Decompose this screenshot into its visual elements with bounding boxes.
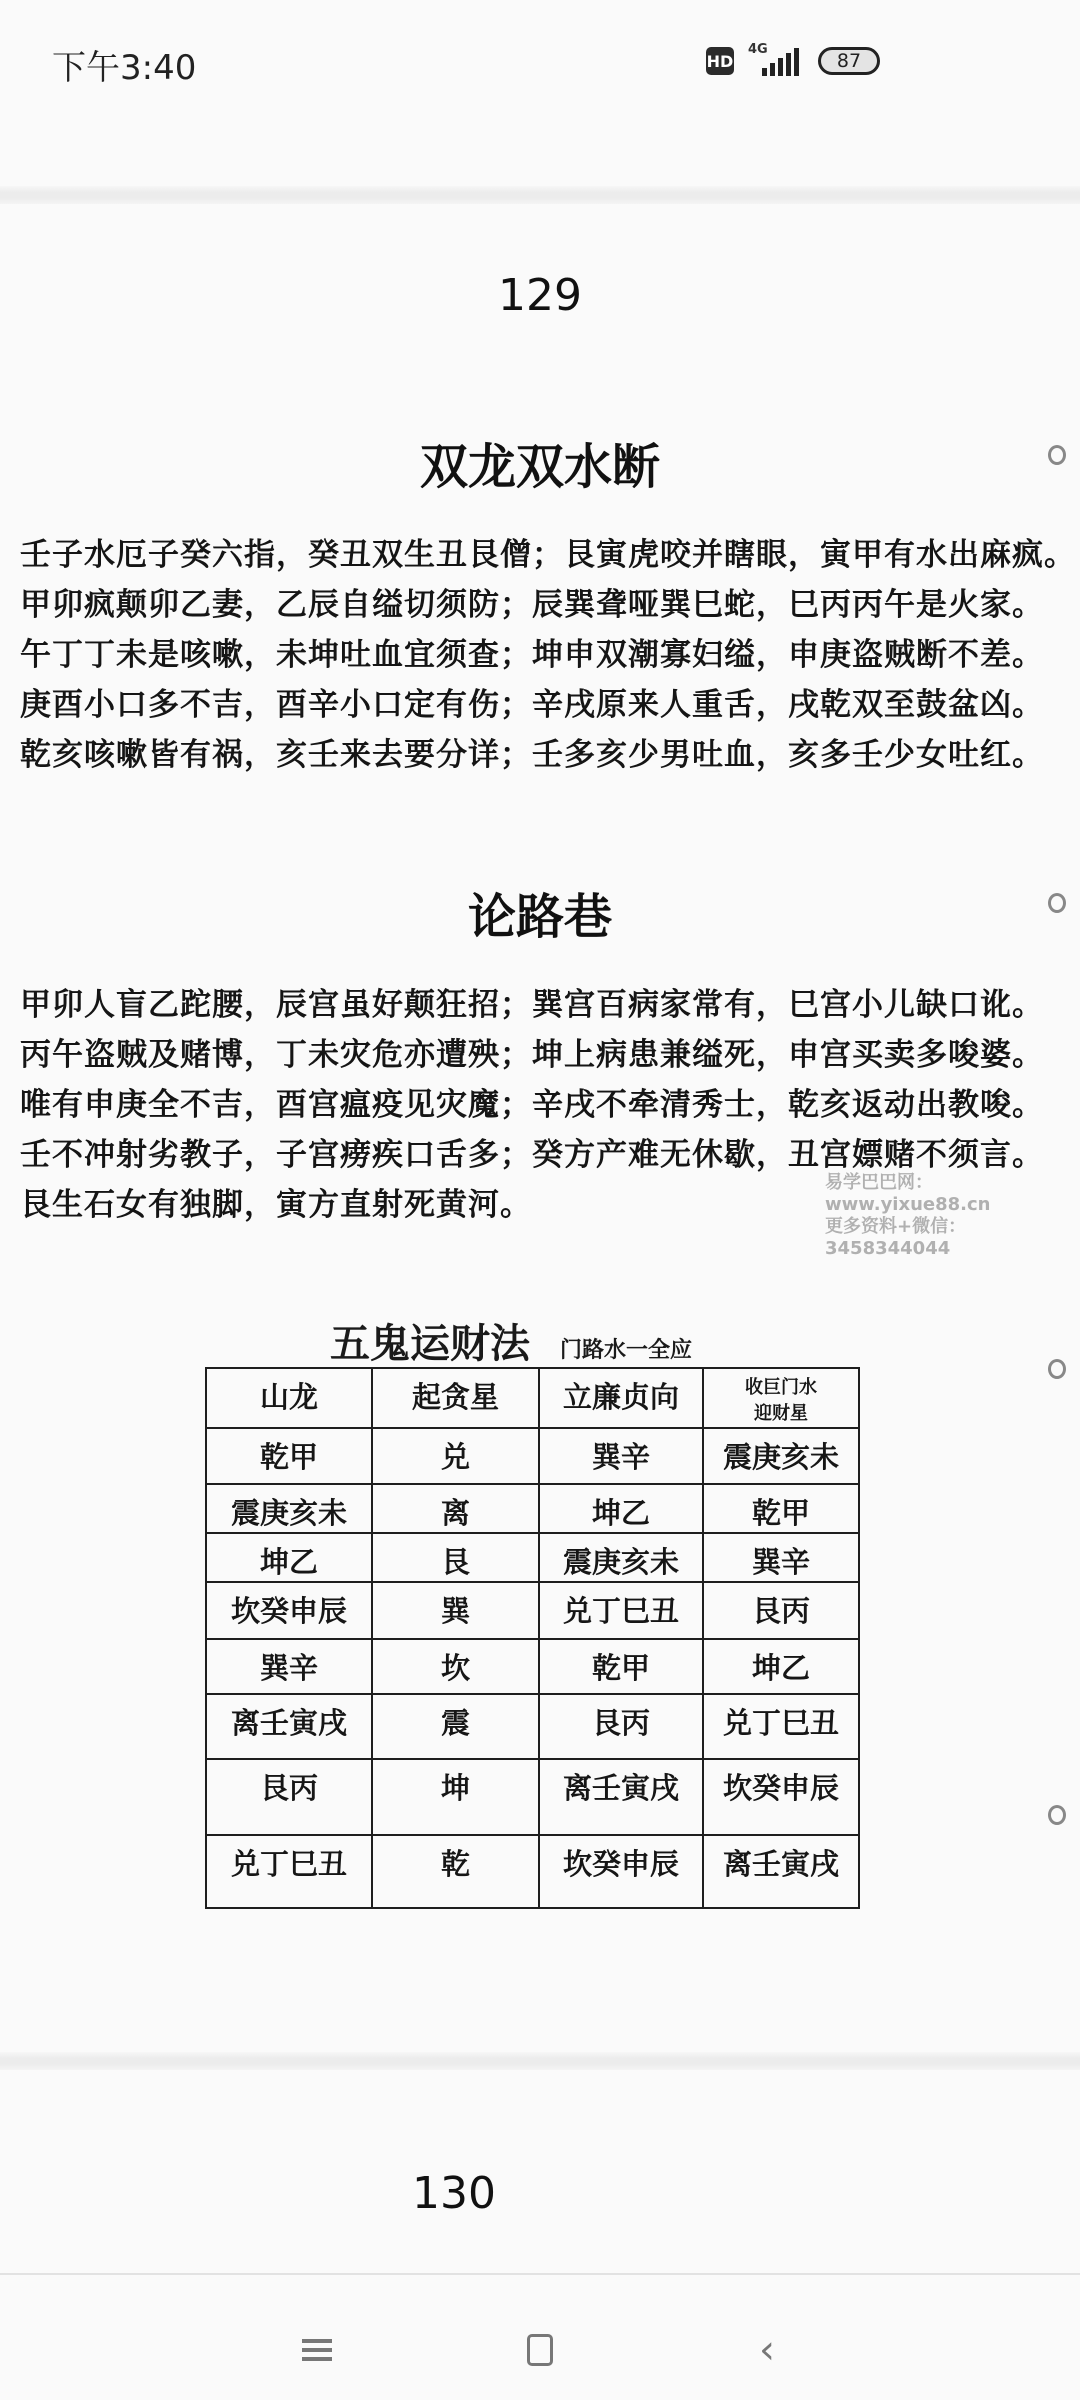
table-cell: 兑丁巳丑 <box>539 1582 703 1639</box>
table-cell: 乾甲 <box>206 1428 372 1484</box>
battery-level: 87 <box>836 50 862 72</box>
table-cell: 巽辛 <box>539 1428 703 1484</box>
watermark <box>825 1172 1080 1260</box>
section-body-shuanglong <box>20 530 1076 780</box>
table-title-main: 五鬼运财法 <box>330 1321 530 1367</box>
text-line: 丙午盗贼及赌博，丁未灾危亦遭殃；坤上病患兼缢死，申宫买卖多唆婆。 <box>20 1037 1044 1073</box>
binder-ring-icon <box>1048 893 1066 913</box>
wugui-table <box>205 1367 860 1909</box>
table-cell: 乾 <box>372 1835 539 1908</box>
table-cell: 巽辛 <box>703 1533 859 1582</box>
header-cell: 立廉贞向 <box>539 1368 703 1428</box>
text-line: 午丁丁未是咳嗽，未坤吐血宜须查；坤申双潮寡妇缢，申庚盗贼断不差。 <box>20 637 1044 673</box>
binder-ring-icon <box>1048 1805 1066 1825</box>
table-cell: 坤乙 <box>539 1484 703 1533</box>
table-cell: 震庚亥未 <box>703 1428 859 1484</box>
watermark-site: 易学巴巴网：www.yixue88.cn <box>825 1172 991 1215</box>
table-title <box>330 1312 692 1369</box>
text-line: 庚酉小口多不吉，酉辛小口定有伤；辛戌原来人重舌，戌乾双至鼓盆凶。 <box>20 687 1044 723</box>
section-heading-shuanglong: 双龙双水断 <box>419 439 660 495</box>
table-cell: 坤乙 <box>703 1639 859 1694</box>
table-cell: 兑 <box>372 1428 539 1484</box>
table-row <box>206 1694 859 1759</box>
table-cell: 坎癸申辰 <box>703 1759 859 1835</box>
battery-icon <box>818 47 880 75</box>
watermark-contact: 更多资料+微信：3458344044 <box>825 1216 967 1259</box>
table-cell: 艮丙 <box>703 1582 859 1639</box>
text-line: 甲卯人盲乙跎腰，辰宫虽好颠狂招；巽宫百病家常有，巳宫小儿缺口讹。 <box>20 987 1044 1023</box>
home-icon <box>527 2334 553 2366</box>
hd-voice-icon: HD <box>706 47 734 75</box>
table-cell: 离壬寅戌 <box>539 1759 703 1835</box>
back-icon: ‹ <box>759 2327 775 2373</box>
table-cell: 离壬寅戌 <box>703 1835 859 1908</box>
table-row <box>206 1835 859 1908</box>
cellular-signal-icon <box>748 42 804 76</box>
text-line: 乾亥咳嗽皆有祸，亥壬来去要分详；壬多亥少男吐血，亥多壬少女吐红。 <box>20 737 1044 773</box>
recent-apps-button[interactable] <box>277 2320 357 2380</box>
table-cell: 坎癸申辰 <box>539 1835 703 1908</box>
table-cell: 巽 <box>372 1582 539 1639</box>
table-header-row <box>206 1368 859 1428</box>
status-time: 下午3:40 <box>52 48 197 88</box>
text-line: 艮生石女有独脚，寅方直射死黄河。 <box>20 1187 532 1223</box>
page-separator <box>0 186 1080 204</box>
table-row <box>206 1759 859 1835</box>
header-cell: 起贪星 <box>372 1368 539 1428</box>
table-cell: 坤 <box>372 1759 539 1835</box>
table-row <box>206 1428 859 1484</box>
binder-ring-icon <box>1048 445 1066 465</box>
section-heading-lunluxiang: 论路巷 <box>467 889 612 945</box>
header-cell: 收巨门水 迎财星 <box>703 1368 859 1428</box>
table-cell: 艮丙 <box>206 1759 372 1835</box>
text-line: 唯有申庚全不吉，酉宫瘟疫见灾魔；辛戌不牵清秀士，乾亥返动出教唆。 <box>20 1087 1044 1123</box>
menu-icon <box>302 2334 332 2366</box>
table-cell: 巽辛 <box>206 1639 372 1694</box>
table-cell: 坎 <box>372 1639 539 1694</box>
table-cell: 震庚亥未 <box>206 1484 372 1533</box>
table-cell: 坤乙 <box>206 1533 372 1582</box>
table-cell: 坎癸申辰 <box>206 1582 372 1639</box>
table-row <box>206 1639 859 1694</box>
table-cell: 乾甲 <box>703 1484 859 1533</box>
table-row <box>206 1484 859 1533</box>
table-row <box>206 1582 859 1639</box>
table-cell: 震庚亥未 <box>539 1533 703 1582</box>
table-cell: 兑丁巳丑 <box>206 1835 372 1908</box>
table-cell: 乾甲 <box>539 1639 703 1694</box>
header-cell: 山龙 <box>206 1368 372 1428</box>
status-icons <box>706 42 880 76</box>
table-cell: 离 <box>372 1484 539 1533</box>
home-button[interactable] <box>500 2320 580 2380</box>
table-cell: 兑丁巳丑 <box>703 1694 859 1759</box>
text-line: 甲卯疯颠卯乙妻，乙辰自缢切须防；辰巽聋哑巽巳蛇，巳丙丙午是火家。 <box>20 587 1044 623</box>
table-subtitle: 门路水一全应 <box>560 1337 693 1363</box>
nav-bar-divider <box>0 2273 1080 2275</box>
page-number: 129 <box>498 270 582 321</box>
text-line: 壬子水厄子癸六指，癸丑双生丑艮僧；艮寅虎咬并瞎眼，寅甲有水出麻疯。 <box>20 537 1076 573</box>
binder-ring-icon <box>1048 1359 1066 1379</box>
network-type-label: 4G <box>748 42 768 57</box>
table-row <box>206 1533 859 1582</box>
table-cell: 艮 <box>372 1533 539 1582</box>
table-cell: 艮丙 <box>539 1694 703 1759</box>
back-button[interactable] <box>727 2320 807 2380</box>
text-line: 壬不冲射劣教子，子宫痨疾口舌多；癸方产难无休歇，丑宫嫖赌不须言。 <box>20 1137 1044 1173</box>
page-separator <box>0 2052 1080 2070</box>
table-cell: 震 <box>372 1694 539 1759</box>
table-cell: 离壬寅戌 <box>206 1694 372 1759</box>
